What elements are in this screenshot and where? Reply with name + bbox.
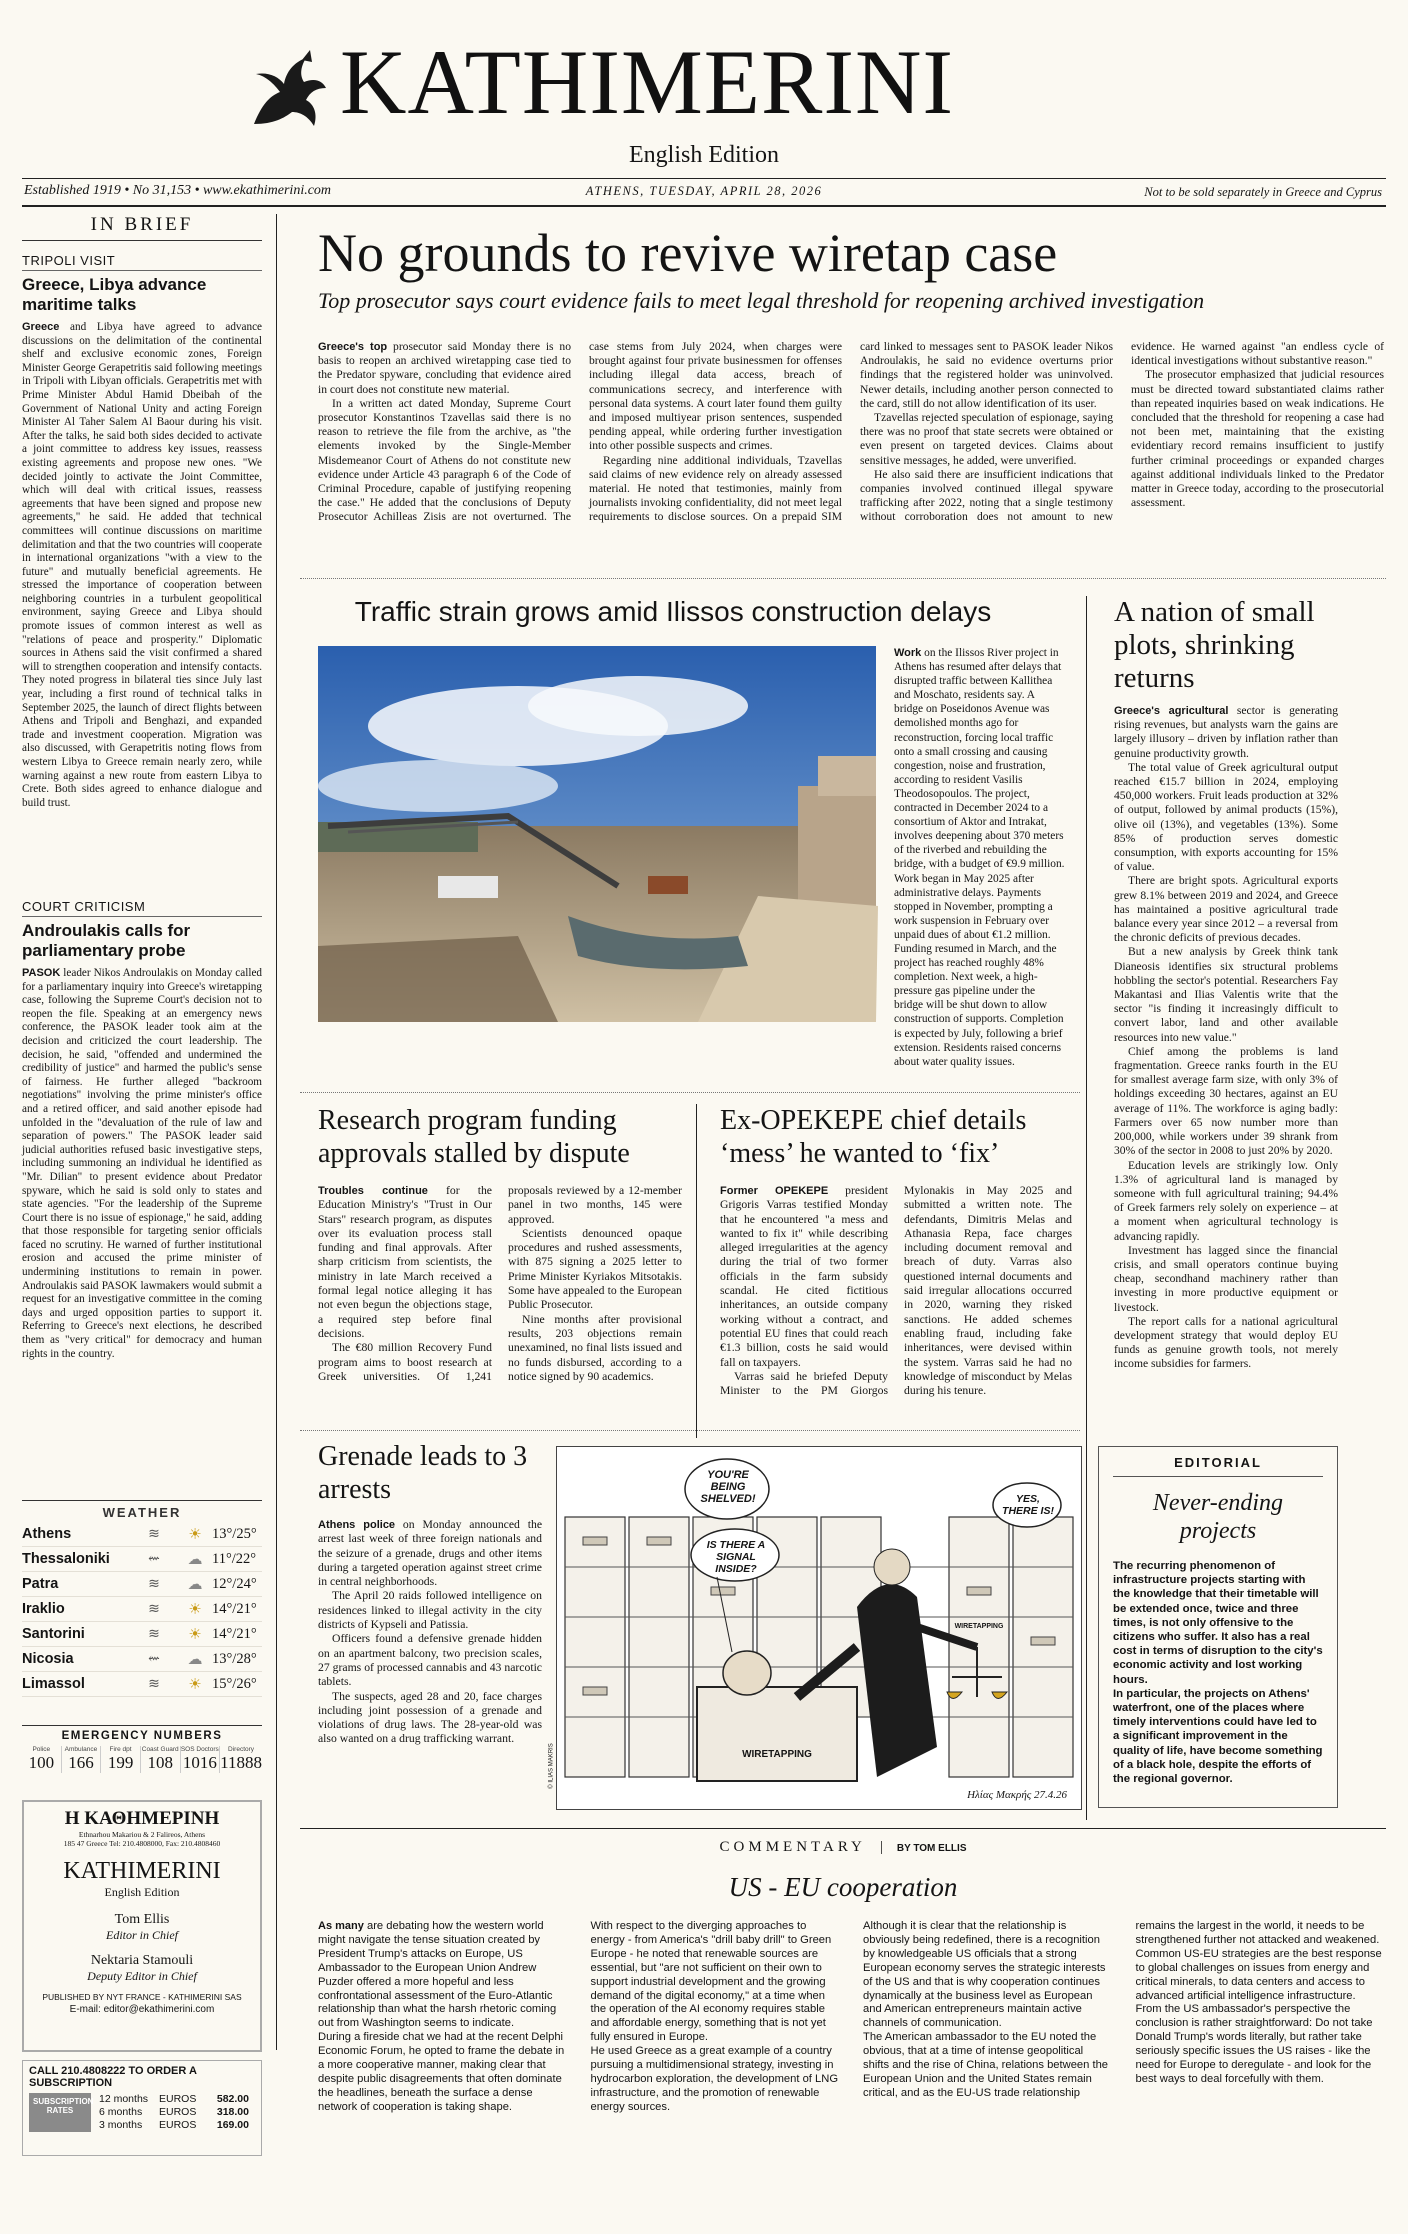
emergency-label: Directory (228, 1746, 255, 1753)
imprint-address-2: 185 47 Greece Tel: 210.4808000, Fax: 210.4808460 (63, 1839, 221, 1848)
commentary-rule (300, 1828, 1386, 1829)
subscription-box (22, 2060, 262, 2156)
commentary-label-wrap (300, 1838, 1386, 1856)
wind-icon: ≋ (148, 1576, 160, 1592)
emergency-number: 1016 (182, 1753, 217, 1772)
weather-row (22, 1647, 262, 1672)
lead-subhead: Top prosecutor says court evidence fails to meet legal threshold for reopening archived investigation (318, 288, 1205, 313)
emergency-number: 199 (107, 1753, 134, 1772)
commentary-byline: BY TOM ELLIS (896, 1843, 967, 1854)
weather-temp: 12°/24° (212, 1575, 257, 1592)
deputy-role: Deputy Editor in Chief (87, 1969, 197, 1983)
wind-icon: ⇜ (148, 1651, 160, 1667)
weather-city: Iraklio (22, 1601, 65, 1617)
emergency-header: EMERGENCY NUMBERS (22, 1725, 262, 1742)
agri-headline: A nation of small plots, shrinking returns (1114, 596, 1315, 694)
emergency-item (141, 1746, 181, 1773)
subscription-price: 169.00 (216, 2119, 249, 2131)
agri-body: Greece's agricultural sector is generating rising revenues, but analysts warn the gains are largely illusory – driven by inflation rather than genuine productivity growth. The total value of Greek agricultural output reached €15.7 billion in 2024, employing 450,000 workers. Fruit leads production at 32% of output, followed by animal products (15%), olive oil (13%), and vegetables (13%). Some 85% of production serves domestic consumption, with exports accounting for 15% of value. There are bright spots. Agricultural exports grew 8.1% between 2019 and 2024, and Greece has maintained a positive agricultural trade balance every year since 2012 – a reversal from the chronic deficits of previous decades. But a new analysis by Greek think tank Dianeosis identifies six structural problems hobbling the sector's potential. Researchers Fay Makantasi and Ilias Valentis write that the sector "is finding it increasingly difficult to convert labor, land and other available resources into new value." Chief among the problems is land fragmentation. Greece ranks fourth in the EU for smallest average farm size, with only 3% of holdings exceeding 30 hectares, against an EU average of 11%. The workforce is aging badly: Farmers over 65 now number more than 200,000, while workers under 39 shrank from 30% of the sector in 2008 to just 20% by 2020. Education levels are strikingly low. Only 1.3% of agricultural land is managed by someone with full agricultural training; 94.4% of Greek farmers rely solely on experience – at a moment when agricultural technology is advancing rapidly. Investment has lagged since the financial crisis, and small operators continue buying cheap, secondhand machinery rather than investing in more productive equipment or livestock. The report calls for a national agricultural development strategy that would deploy EU funds as genuine growth tools, not merely income subsidies for farmers. (1114, 704, 1338, 1371)
cloud-icon: ☁ (187, 1651, 203, 1668)
imprint-edition: English Edition (104, 1885, 180, 1899)
left-column-divider (276, 214, 277, 2050)
lead-story-body: Greece's top prosecutor said Monday there is no basis to reopen an archived wiretapping case tied to the Predator spyware, concluding that evidence aired in court does not constitute new material. In a written act dated Monday, Supreme Court prosecutor Konstantinos Tzavellas said there is no reason to retrieve the file from the archive, as "the elements invoked by the Single-Member Misdemeanor Court of Athens do not constitute new evidence under Article 43 paragraph 6 of the Code of Criminal Procedure, capable of justifying reopening the case." He added that the conclusions of Deputy Prosecutor Achilleas Zisis are not overturned. The case stems from July 2024, when charges were brought against four private businessmen for offenses including illegal data access, breach of communications secrecy, and interference with personal data systems. A court later found them guilty and imposed multiyear prison sentences, suspended pending appeal, while ordering further investigation into other possible suspects and crimes. Regarding nine additional individuals, Tzavellas said claims of new evidence rely on already assessed material. He noted that testimonies, mainly from journalists invoking confidentiality, did not meet legal requirements to disclose sources. On a prepaid SIM card linked to messages sent to PASOK leader Nikos Androulakis, he said no evidence overturns prior findings that the registered holder was uninvolved. Newer details, including another person connected to the card, still do not allow identification of its user. Tzavellas rejected speculation of espionage, saying there was no proof that state secrets were obtained or even present on targeted devices. Claims about sensitive messages, he added, were unverified. He also said there are insufficient indications that companies involved continued illegal spyware trafficking after 2022, noting that a single testimony without corroboration does not amount to new evidence. He warned against "an endless cycle of identical investigations without substantive reason." The prosecutor emphasized that judicial resources must be directed toward substantiated claims rather than repeated inquiries based on weak indications. He concluded that the threshold for reopening a case had not been met, maintaining that the existing evidentiary record remains insufficient to justify further criminal proceedings or expanded charges against additional individuals linked to the Predator matter in Greece today, according to the prosecutorial assessment. (318, 340, 1384, 524)
imprint-box (22, 1800, 262, 2052)
cartoon (548, 1446, 1082, 1810)
emergency-label: Fire dpt (109, 1746, 132, 1753)
weather-box (22, 1500, 262, 1697)
weather-row (22, 1622, 262, 1647)
weather-city: Santorini (22, 1626, 85, 1642)
established-line: Established 1919 • No 31,153 • www.ekathimerini.com (24, 183, 332, 198)
weather-city: Thessaloniki (22, 1551, 110, 1567)
in-brief-column (22, 214, 262, 1694)
emergency-item (22, 1746, 62, 1773)
brief-kicker-court: COURT CRITICISM (22, 899, 262, 917)
emergency-label: SOS Doctors (180, 1746, 219, 1753)
imprint-title: KATHIMERINI (63, 1858, 221, 1884)
imprint-email: E-mail: editor@ekathimerini.com (69, 2004, 215, 2015)
sun-icon: ☀ (188, 1676, 202, 1693)
research-body: Troubles continue for the Education Ministry's "Trust in Our Stars" research program, as disputes over its evaluation process stall funding and final approvals. After sharp criticism from scientists, the ministry in late March received a formal legal notice alleging it has not even begun the objections stage, a required step before final decisions. The €80 million Recovery Fund program aims to boost research at Greek universities. Of 1,241 proposals reviewed by a 12-member panel in two months, 145 were approved. Scientists denounced opaque procedures and rushed assessments, with 875 signing a 2025 letter to Prime Minister Kyriakos Mitsotakis. Some have appealed to the European Public Prosecutor. Nine months after provisional results, 203 objections remain unexamined, no final lists issued and no funds disbursed, according to a notice signed by 90 academics. (318, 1184, 682, 1383)
emergency-item (101, 1746, 141, 1773)
commentary-body: As many are debating how the western world might navigate the tense situation created by President Trump's attacks on Europe, US Ambassador to the European Union Andrew Puzder offered a more hopeful and less confrontational assessment of the Euro-Atlantic relationship than what the harsh rhetoric coming out from Washington seems to indicate. During a fireside chat we had at the recent Delphi Economic Forum, he opted to frame the debate in a more cooperative manner, making clear that despite public disagreements that often dominate the headlines, beneath the surface a dense network of cooperation is taking shape. With respect to the diverging approaches to energy - from America's "drill baby drill" to Green Europe - he noted that renewable sources are essential, but "are not sufficient on their own to support industrial development and the growing demand of the digital economy," at a time when the operation of the AI economy requires stable and affordable energy, something that is not yet fully ensured in Europe. He used Greece as a great example of a country pursuing a multidimensional strategy, investing in hydrocarbon exploration, the development of LNG infrastructure, and the promotion of renewable energy sources. Although it is clear that the relationship is obviously being redefined, there is a recognition by knowledgeable US officials that a strong European economy serves the strategic interests of the US and that is why cooperation continues dynamically at the business level as European and American entrepreneurs maintain active channels of communication. The American ambassador to the EU noted the obvious, that at a time of intense geopolitical shifts and the rise of China, relations between the European Union and the United States remain critical, and as the EU-US trade relationship remains the largest in the world, it needs to be strengthened further not attacked and weakened. Common US-EU strategies are the best response to global challenges on issues from energy and critical minerals, to data centers and access to advanced artificial intelligence infrastructure. From the US ambassador's perspective the conclusion is rather straightforward: Do not take Donald Trump's words literally, but rather take seriously specific issues the US raises - like the need for Europe to deregulate - and look for the best ways to deal forcefully with them. (318, 1920, 1382, 2113)
construction-photo (318, 646, 876, 1022)
cloud-icon: ☁ (187, 1551, 203, 1568)
imprint-address-1: Ethnarhou Makariou & 2 Falireos, Athens (78, 1830, 206, 1839)
subscription-label: SUBSCRIPTION RATES (29, 2093, 91, 2132)
brief-headline-court: Androulakis calls for parliamentary probe (22, 921, 191, 960)
brief-body-tripoli: Greece and Libya have agreed to advance discussions on the delimitation of the continental shelf and exclusive economic zones, Foreign Minister George Gerapetritis said following meetings in Tripoli with Libyan officials. Gerapetritis met with Prime Minister Abdul Hamid Dbeibah of the Government of National Unity and acting Foreign Minister Al Taher Salem Al Baour during his visit. After the talks, he said both sides decided to activate a joint committee to address key issues, reassess existing agreements and propose new ones. "We decided jointly to activate the Joint Committee, which will deal with critical issues, reassess agreements that have been signed and propose new agreements," he said. He added that technical committees will continue discussions on maritime delimitation and that the two countries will cooperate in international organizations "with a view to the future" and mutually beneficial agreements. He stressed the importance of cooperation between neighboring countries in a turbulent geopolitical environment, saying Greece and Libya should promote issues of common interest as well as "relations of peace and prosperity." Diplomatic sources in Athens said the visit confirmed a shared will to strengthen cooperation and intensify contacts. They noted progress in bilateral ties since July last year, including a first round of technical talks in September 2025, the launch of direct flights between Athens and Tripoli and Benghazi, and expanded trade and investment cooperation. Migration was also discussed, with Gerapetritis noting flows from western Libya to Greece remain nearly zero, while warning against a new route from eastern Libya to Crete. Both sides agreed to enhance dialogue and build trust. (22, 321, 263, 809)
emergency-number: 166 (68, 1753, 94, 1772)
sun-icon: ☀ (188, 1626, 202, 1643)
wind-icon: ≋ (148, 1601, 160, 1617)
commentary-label: COMMENTARY (719, 1839, 866, 1855)
cartoon-bubble-shelved: YOU'RE BEING SHELVED! (700, 1469, 756, 1505)
weather-list (22, 1522, 262, 1697)
weather-temp: 15°/26° (212, 1675, 257, 1692)
grenade-headline: Grenade leads to 3 arrests (318, 1441, 528, 1505)
commentary-bar: | (879, 1839, 883, 1855)
opekepe-headline: Ex-OPEKEPE chief details ‘mess’ he wanted to ‘fix’ (720, 1105, 1027, 1169)
subscription-currency: EUROS (159, 2093, 197, 2105)
emergency-item (181, 1746, 221, 1773)
sale-notice: Not to be sold separately in Greece and Cyprus (1144, 185, 1382, 199)
editor-name: Tom Ellis (114, 1912, 170, 1927)
editorial-headline: Never-ending projects (1152, 1490, 1284, 1544)
emergency-item (62, 1746, 102, 1773)
weather-temp: 13°/25° (212, 1525, 257, 1542)
weather-header: WEATHER (22, 1500, 262, 1522)
emergency-box (22, 1725, 262, 1773)
emergency-label: Coast Guard (141, 1746, 179, 1753)
traffic-headline: Traffic strain grows amid Ilissos construction delays (354, 596, 992, 627)
grenade-body: Athens police on Monday announced the arrest last week of three foreign nationals and the seizure of a grenade, drugs and other items during a targeted operation against street crime in central neighborhoods. The April 20 raids followed intelligence on residences linked to illegal activity in the city districts of Kypseli and Patissia. Officers found a defensive grenade hidden on an apartment balcony, two precision scales, 27 grams of processed cannabis and 43 narcotic tablets. The suspects, aged 28 and 20, face charges including joint possession of a grenade and violations of drug laws. The 28-year-old was also wanted on a drug trafficking warrant. (318, 1518, 543, 1746)
wind-icon: ≋ (148, 1626, 160, 1642)
research-divider (696, 1104, 697, 1438)
subscription-price: 582.00 (216, 2093, 249, 2105)
masthead-edition: English Edition (629, 142, 779, 168)
sun-icon: ☀ (188, 1526, 202, 1543)
emergency-item (220, 1746, 262, 1773)
masthead (0, 0, 1408, 200)
editor-role: Editor in Chief (106, 1928, 178, 1942)
editorial-body: The recurring phenomenon of infrastructure projects starting with the knowledge that their timetable will be extended once, twice and three times, is not only offensive to the citizens who suffer. It also has a real cost in terms of disruption to the city's economic activity and lost working hours. In particular, the projects on Athens' waterfront, one of the places where timely interventions could have led to a significant improvement in the quality of life, have become something of a black hole, despite the efforts of the regional governor. (1113, 1560, 1323, 1786)
subscription-period: 3 months (99, 2119, 143, 2131)
weather-temp: 13°/28° (212, 1650, 257, 1667)
wind-icon: ≋ (148, 1676, 160, 1692)
dateline: ATHENS, TUESDAY, APRIL 28, 2026 (585, 184, 823, 198)
subscription-rate-row (99, 2093, 255, 2106)
weather-temp: 11°/22° (212, 1550, 257, 1567)
lead-headline: No grounds to revive wiretap case (318, 223, 1058, 283)
wind-icon: ≋ (148, 1526, 160, 1542)
subscription-price: 318.00 (216, 2106, 249, 2118)
subscription-rate-row (99, 2119, 255, 2132)
weather-city: Nicosia (22, 1651, 74, 1667)
sun-icon: ☀ (188, 1601, 202, 1618)
masthead-rule-bottom (22, 205, 1386, 207)
subscription-period: 6 months (99, 2106, 143, 2118)
editorial-header: EDITORIAL (1113, 1455, 1323, 1477)
masthead-rule-top (22, 178, 1386, 179)
emergency-number: 100 (28, 1753, 55, 1772)
weather-city: Athens (22, 1526, 72, 1542)
weather-row (22, 1547, 262, 1572)
brief-body-court: PASOK leader Nikos Androulakis on Monday called for a parliamentary inquiry into Greece's wiretapping case, following the Supreme Court's decision not to reopen the file. Speaking at an emergency news conference, the PASOK leader took aim at the decision and criticized the court leadership. The decision, he said, "offended and undermined the credibility of justice" and harmed the public's sense of fairness. He further alleged "backroom negotiations" involving the prime minister's office and a retired officer, and said another episode had unfolded in the "devaluation of the rule of law and separation of powers." The PASOK leader said judicial authorities refused basic investigative steps, including summoning an individual he identified as "Mr. Dilian" to present evidence about Predator spyware, which he said is sold only to states and state agencies. "For the leadership of the Supreme Court there is no issue of espionage," he said, adding that those responsible for targeting senior officials faced no scrutiny. He warned of further institutional erosion and accused the prime minister of undermining institutions to remain in power. Androulakis said PASOK lawmakers would submit a request for an investigative committee in the coming days and urged opposition parties to support it. Referring to Greece's next elections, he described them as "very critical" for democracy and human rights in the country. (22, 967, 262, 1360)
cloud-icon: ☁ (187, 1576, 203, 1593)
in-brief-header: IN BRIEF (22, 214, 262, 241)
traffic-separator (300, 1092, 1080, 1093)
emergency-number: 108 (147, 1753, 173, 1772)
editorial-box (1098, 1446, 1338, 1808)
weather-row (22, 1572, 262, 1597)
weather-row (22, 1522, 262, 1547)
brief-headline-tripoli: Greece, Libya advance maritime talks (22, 275, 207, 314)
cartoon-bubble-signal: IS THERE A SIGNAL INSIDE? (706, 1539, 766, 1575)
deputy-name: Nektaria Stamouli (90, 1953, 194, 1968)
subscription-call: CALL 210.4808222 TO ORDER A SUBSCRIPTION (29, 2065, 197, 2089)
emergency-label: Police (32, 1746, 51, 1753)
cartoon-drawer-label: WIRETAPPING (742, 1749, 812, 1760)
cartoon-credit: © ILIAS MAKRIS (548, 1743, 555, 1789)
wind-icon: ⇜ (148, 1551, 160, 1567)
emergency-number: 11888 (220, 1753, 262, 1772)
weather-temp: 14°/21° (212, 1600, 257, 1617)
opekepe-body: Former OPEKEPE president Grigoris Varras testified Monday that he encountered "a mess and wanted to fix it" while describing alleged irregularities at the agency during the trial of two former officials in the farm subsidy scandal. He cited fictitious inheritances, an outside company working without a contract, and potential EU fines that could reach €1.3 billion, costs he said would fall on taxpayers. Varras said he briefed Deputy Minister to the PM Giorgos Mylonakis in May 2025 and submitted a written note. The defendants, Dimitris Melas and Athanasia Repa, face charges including document removal and breach of duty. Varras also questioned internal documents and said irregular allocations occurred in 2020, warning they risked sanctions. He added schemes enabling fraud, including fake inheritances, were devised within the system. Varras said he had no knowledge of misconduct by Melas during his tenure. (720, 1184, 1072, 1398)
brief-kicker-tripoli: TRIPOLI VISIT (22, 253, 262, 271)
commentary-headline: US - EU cooperation (728, 1872, 958, 1902)
publisher-line: PUBLISHED BY NYT FRANCE - KATHIMERINI SAS (42, 1992, 242, 2002)
weather-row (22, 1597, 262, 1622)
research-headline: Research program funding approvals stalled by dispute (318, 1105, 630, 1169)
cartoon-bubble-yes: YES, THERE IS! (1002, 1493, 1054, 1517)
subscription-rates (91, 2093, 255, 2132)
masthead-title: KATHIMERINI (340, 31, 955, 133)
middle-separator (300, 1430, 1080, 1431)
weather-temp: 14°/21° (212, 1625, 257, 1642)
weather-city: Limassol (22, 1676, 85, 1692)
subscription-currency: EUROS (159, 2119, 197, 2131)
cartoon-drawer-label-2: WIRETAPPING (954, 1623, 1004, 1630)
subscription-rate-row (99, 2106, 255, 2119)
traffic-body: Work on the Ilissos River project in Athens has resumed after delays that disrupted traffic between Kallithea and Moschato, residents say. A bridge on Poseidonos Avenue was demolished months ago for reconstruction, forcing local traffic onto a small crossing and causing congestion, noise and frustration, according to resident Vasilis Theodosopoulos. The project, contracted in December 2024 to a consortium of Aktor and Intrakat, involves deepening about 370 meters of the riverbed and rebuilding the bridge, with a budget of €9.9 million. Work began in May 2025 after administrative delays. Payments stopped in November, prompting a work suspension in February over unpaid dues of about €1.2 million. Funding resumed in March, and the project has reached roughly 48% completion. Next week, a high-pressure gas pipeline under the bridge will be shut down to allow construction of supports. Completion is expected by July, following a brief extension. Residents raised concerns about water quality issues. (894, 647, 1065, 1068)
imprint-greek-title: Η ΚΑΘΗΜΕΡΙΝΗ (64, 1808, 220, 1829)
emergency-list (22, 1746, 262, 1773)
cartoon-signature: Ηλίας Μακρής 27.4.26 (967, 1789, 1067, 1801)
emergency-label: Ambulance (64, 1746, 98, 1753)
weather-row (22, 1672, 262, 1697)
weather-city: Patra (22, 1576, 59, 1592)
right-column-divider (1086, 596, 1087, 1820)
lead-story-separator (300, 578, 1386, 579)
subscription-currency: EUROS (159, 2106, 197, 2118)
griffin-logo-icon (244, 44, 330, 136)
subscription-period: 12 months (99, 2093, 149, 2105)
